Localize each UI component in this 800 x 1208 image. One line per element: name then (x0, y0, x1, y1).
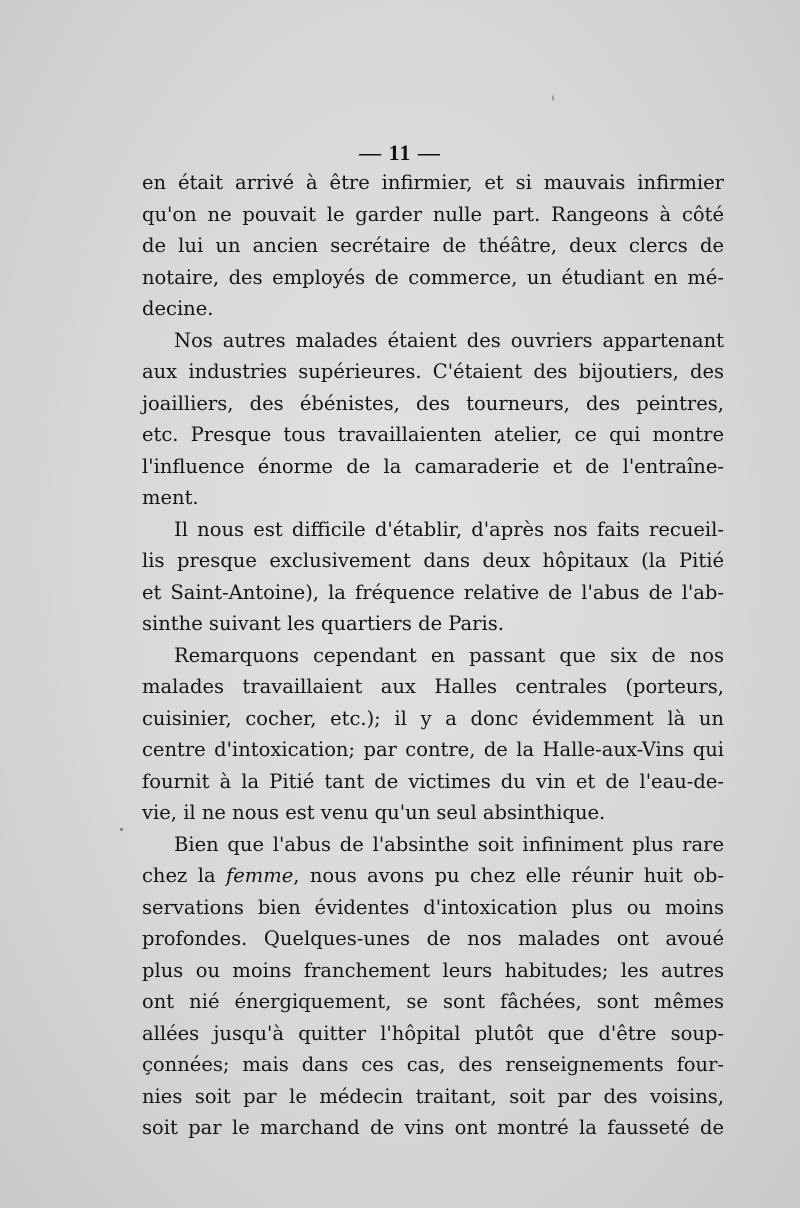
text-fragment: chez la (142, 864, 226, 887)
text-line: l'influence énorme de la camaraderie et de l'entraîne- (142, 454, 724, 478)
text-line: aux industries supérieures. C'étaient des bijoutiers, des (142, 360, 724, 383)
text-line: ment. (142, 486, 199, 509)
text-line: en était arrivé à être infirmier, et si mauvais infirmier (142, 171, 724, 194)
text-line: decine. (142, 297, 214, 320)
text-line: notaire, des employés de commerce, un étudiant en mé- (142, 265, 724, 289)
text-line: sinthe suivant les quartiers de Paris. (142, 612, 504, 635)
paper-speck (120, 828, 123, 831)
text-line: qu'on ne pouvait le garder nulle part. Rangeons à côté (142, 202, 724, 226)
body-text (142, 167, 724, 1144)
text-line: Nos autres malades étaient des ouvriers appartenant (174, 328, 724, 352)
text-line: etc. Presque tous travaillaienten atelier, ce qui montre (142, 423, 724, 446)
page-number: — 11 — (359, 140, 441, 165)
text-line: Bien que l'abus de l'absinthe soit infiniment plus rare (174, 832, 724, 856)
text-line: joailliers, des ébénistes, des tourneurs, des peintres, (142, 391, 724, 415)
text-line: allées jusqu'à quitter l'hôpital plutôt que d'être soup- (142, 1021, 724, 1045)
text-fragment: , nous avons pu chez elle réunir huit ob- (293, 864, 724, 887)
text-line (142, 860, 724, 892)
text-line: profondes. Quelques-unes de nos malades ont avoué (142, 927, 724, 950)
text-line: soit par le marchand de vins ont montré la fausseté de (142, 1116, 724, 1139)
paragraph (142, 640, 724, 829)
text-line: de lui un ancien secrétaire de théâtre, deux clercs de (142, 234, 724, 257)
text-line: Il nous est difficile d'établir, d'après nos faits recueil- (174, 517, 724, 541)
paragraph (142, 514, 724, 640)
text-line: vie, il ne nous est venu qu'un seul absinthique. (142, 801, 606, 824)
text-line: centre d'intoxication; par contre, de la Halle-aux-Vins qui (142, 738, 724, 761)
paragraph (142, 167, 724, 325)
text-line: nies soit par le médecin traitant, soit par des voisins, (142, 1084, 724, 1108)
text-line: fournit à la Pitié tant de victimes du vin et de l'eau-de- (142, 769, 724, 793)
text-line: cuisinier, cocher, etc.); il y a donc évidemment là un (142, 706, 724, 730)
text-line: malades travaillaient aux Halles centrales (porteurs, (142, 675, 724, 698)
text-line: servations bien évidentes d'intoxication plus ou moins (142, 895, 724, 919)
paper-speck (552, 95, 554, 101)
paragraph (142, 325, 724, 514)
text-line: Remarquons cependant en passant que six de nos (174, 643, 724, 667)
text-line: et Saint-Antoine), la fréquence relative de l'abus de l'ab- (142, 580, 724, 604)
text-line: lis presque exclusivement dans deux hôpitaux (la Pitié (142, 549, 724, 572)
text-line: ont nié énergiquement, se sont fâchées, sont mêmes (142, 990, 724, 1013)
emphasized-word: femme (225, 864, 294, 887)
text-line: çonnées; mais dans ces cas, des renseignements four- (142, 1053, 724, 1076)
paragraph (142, 829, 724, 1144)
text-line: plus ou moins franchement leurs habitudes; les autres (142, 958, 724, 982)
